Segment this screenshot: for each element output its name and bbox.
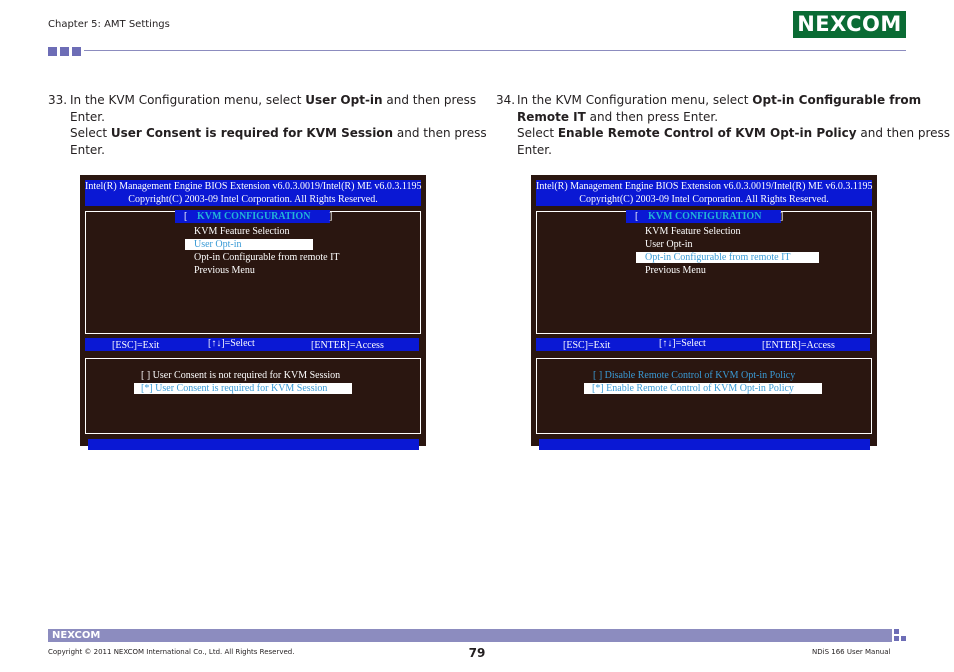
header-square-icon	[48, 47, 57, 56]
copyright-text: Copyright © 2011 NEXCOM International Co., Ltd. All Rights Reserved.	[48, 648, 295, 656]
menu-item-opt-in-configurable[interactable]: Opt-in Configurable from remote IT	[194, 252, 340, 263]
key-select: [↑↓]=Select	[659, 338, 706, 349]
step-number: 34.	[496, 93, 516, 107]
step-34: 34. In the KVM Configuration menu, select Opt-in Configurable from Remote IT and then press Enter. Select Enable Remote Control of KVM Opt-in Policy and then press Enter.	[496, 93, 951, 157]
bios-bottom-bar	[539, 439, 870, 450]
menu-item-user-opt-in[interactable]: User Opt-in	[645, 239, 693, 250]
option-disable-remote-control[interactable]: [ ] Disable Remote Control of KVM Opt-in Policy	[593, 370, 796, 381]
bios-title-bar: Intel(R) Management Engine BIOS Extension v6.0.3.0019/Intel(R) ME v6.0.3.1195 Copyright(C) 2003-09 Intel Corporation. All Rights Reserved.	[536, 181, 873, 205]
key-esc: [ESC]=Exit	[112, 340, 160, 351]
footer-square-icon	[894, 636, 899, 641]
footer-bar	[48, 629, 892, 642]
footer-logo: NEXCOM	[52, 630, 101, 641]
key-enter: [ENTER]=Access	[762, 340, 835, 351]
header-rule	[84, 50, 906, 51]
header-square-icon	[72, 47, 81, 56]
bios-title-bar: Intel(R) Management Engine BIOS Extension v6.0.3.0019/Intel(R) ME v6.0.3.1195 Copyright(C) 2003-09 Intel Corporation. All Rights Reserved.	[85, 181, 422, 205]
footer-square-icon	[901, 636, 906, 641]
bios-screenshot-opt-in-configurable: Intel(R) Management Engine BIOS Extension v6.0.3.0019/Intel(R) ME v6.0.3.1195 Copyright(C) 2003-09 Intel Corporation. All Rights Reserved. [ KVM CONFIGURATION ] KVM Feature Selection User Opt-in Opt-in Configurable from remote IT Previous Menu [ESC]=Exit [↑↓]=Select [ENTER]=Access [ ] Disable Remote Control of KVM Opt-in Policy [*] Enable Remote Control of KVM Opt-in Policy	[531, 175, 877, 446]
option-required[interactable]: [*] User Consent is required for KVM Session	[134, 383, 352, 394]
manual-title: NDiS 166 User Manual	[812, 648, 891, 656]
key-esc: [ESC]=Exit	[563, 340, 611, 351]
bios-bottom-bar	[88, 439, 419, 450]
bios-menu-title: KVM CONFIGURATION	[648, 211, 762, 222]
step-number: 33.	[48, 93, 68, 107]
menu-item-kvm-feature[interactable]: KVM Feature Selection	[194, 226, 290, 237]
key-enter: [ENTER]=Access	[311, 340, 384, 351]
menu-item-opt-in-configurable[interactable]: Opt-in Configurable from remote IT	[636, 252, 819, 263]
bios-screenshot-user-opt-in: Intel(R) Management Engine BIOS Extension v6.0.3.0019/Intel(R) ME v6.0.3.1195 Copyright(C) 2003-09 Intel Corporation. All Rights Reserved. [ KVM CONFIGURATION ] KVM Feature Selection User Opt-in Opt-in Configurable from remote IT Previous Menu [ESC]=Exit [↑↓]=Select [ENTER]=Access [ ] User Consent is not required for KVM Session [*] User Consent is required for KVM Session	[80, 175, 426, 446]
option-enable-remote-control[interactable]: [*] Enable Remote Control of KVM Opt-in Policy	[584, 383, 822, 394]
menu-item-previous-menu[interactable]: Previous Menu	[645, 265, 706, 276]
key-select: [↑↓]=Select	[208, 338, 255, 349]
footer-square-icon	[894, 629, 899, 634]
menu-item-user-opt-in[interactable]: User Opt-in	[185, 239, 313, 250]
chapter-title: Chapter 5: AMT Settings	[48, 19, 170, 30]
nexcom-logo: NEXCOM	[793, 11, 906, 38]
menu-item-previous-menu[interactable]: Previous Menu	[194, 265, 255, 276]
header-square-icon	[60, 47, 69, 56]
menu-item-kvm-feature[interactable]: KVM Feature Selection	[645, 226, 741, 237]
option-not-required[interactable]: [ ] User Consent is not required for KVM Session	[141, 370, 341, 381]
bios-menu-title: KVM CONFIGURATION	[197, 211, 311, 222]
step-33: 33. In the KVM Configuration menu, select User Opt-in and then press Enter. Select User Consent is required for KVM Session and then press Enter.	[48, 93, 487, 157]
page-number: 79	[468, 646, 486, 660]
